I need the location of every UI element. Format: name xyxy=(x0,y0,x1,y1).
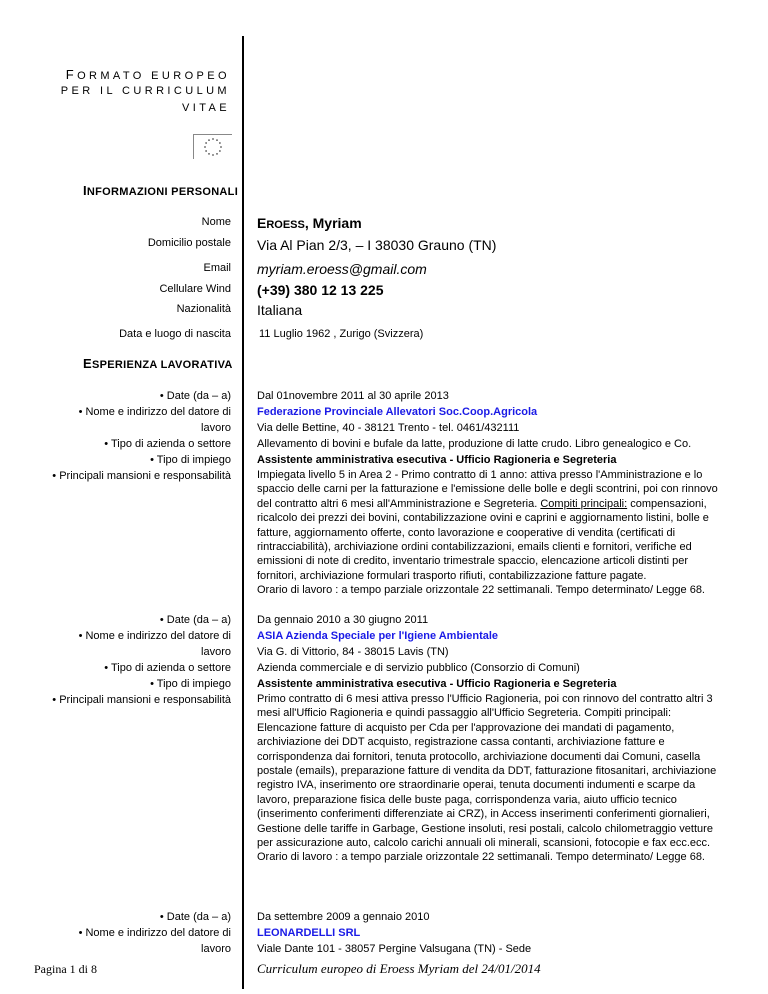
section-work-experience: ESPERIENZA LAVORATIVA xyxy=(83,356,233,371)
cellulare-label: Cellulare Wind xyxy=(159,283,231,295)
label-date: • Date (da – a) xyxy=(159,911,231,923)
label-duties: • Principali mansioni e responsabilità xyxy=(52,470,231,482)
label-employer: • Nome e indirizzo del datore di xyxy=(78,630,231,642)
job-1-labels xyxy=(31,388,231,484)
job-hours: Orario di lavoro : a tempo parziale orizzontale 22 settimanali. Tempo determinato/ Legge 68. xyxy=(257,851,705,864)
job-role: Assistente amministrativa esecutiva - Ufficio Ragioneria e Segreteria xyxy=(257,678,617,690)
domicilio-value: Via Al Pian 2/3, – I 38030 Grauno (TN) xyxy=(257,237,497,253)
job-date: Dal 01novembre 2011 al 30 aprile 2013 xyxy=(257,390,449,402)
cv-title-line-3: VITAE xyxy=(182,102,230,114)
vertical-divider xyxy=(242,36,244,989)
nascita-label: Data e luogo di nascita xyxy=(119,328,231,340)
label-employer-cont: lavoro xyxy=(201,422,231,434)
job-company: LEONARDELLI SRL xyxy=(257,927,361,939)
job-address: Via G. di Vittorio, 84 - 38015 Lavis (TN) xyxy=(257,646,449,658)
job-sector: Azienda commerciale e di servizio pubblico (Consorzio di Comuni) xyxy=(257,662,580,674)
email-label: Email xyxy=(203,262,231,274)
job-3-labels xyxy=(31,909,231,957)
label-employer-cont: lavoro xyxy=(201,646,231,658)
email-value: myriam.eroess@gmail.com xyxy=(257,261,427,277)
nome-label: Nome xyxy=(201,216,231,228)
label-date: • Date (da – a) xyxy=(159,614,231,626)
label-employer-cont: lavoro xyxy=(201,943,231,955)
job-2 xyxy=(257,612,719,865)
cv-title-line-2: PER IL CURRICULUM xyxy=(60,85,230,97)
job-2-labels xyxy=(31,612,231,708)
label-employer: • Nome e indirizzo del datore di xyxy=(78,406,231,418)
label-date: • Date (da – a) xyxy=(159,390,231,402)
label-sector: • Tipo di azienda o settore xyxy=(104,438,231,450)
label-job-type: • Tipo di impiego xyxy=(150,678,231,690)
job-description: Primo contratto di 6 mesi attiva presso l'Ufficio Ragioneria, poi con rinnovo del contratto altri 3 mesi all'Ufficio Ragioneria e quindi passaggio all'Ufficio Segreteria. Compiti principali: Elencazione fatture di acquisto per Cda per l'approvazione dei mandati di pagamento, archiviazione dei DDT acquisto, registrazione cassa contanti, archiviazione fatture e corrispondenza dai fornitori, tenuta protocollo, archiviazione documenti dai Comuni, casella postale (emails), preparazione fatture di vendita da DDT, fatturazione fitosanitari, archiviazione registro IVA, inserimento ore straordinarie operai, tenuta documenti indumenti e scarpe da lavoro, preparazione fisica delle buste paga, corrispondenza varia, aiuto ufficio tecnico (inserimento conferimenti differenziate ai CRZ), in Access inserimenti conferimenti giornalieri, Gestione delle tariffe in Garbage, Gestione insoluti, resi postali, calcolo chilometraggio vetture per assicurazione auto, calcolo carichi annuali oli minerali, scansioni, fotocopie e fax ecc.ecc. xyxy=(257,693,717,850)
job-address: Via delle Bettine, 40 - 38121 Trento - tel. 0461/432111 xyxy=(257,422,520,434)
job-company: Federazione Provinciale Allevatori Soc.Coop.Agricola xyxy=(257,406,538,418)
job-description: Impiegata livello 5 in Area 2 - Primo contratto di 1 anno: attiva presso l'Amministrazione e lo spaccio delle carni per la fatturazione e l'emissione delle bolle e degli scontrini, poi con rinnovo del contratto altri 6 mesi all'Amministrazione e Segreteria. Compiti principali: compensazioni, ricalcolo dei prezzi dei bovini, contabilizzazione ovini e caprini e aggiornamento listini, bolle e fatture, aggiornamento offerte, conto lavorazione e cooperative di vendita (certificati di rintracciabilità), archiviazione ordini contabilizzazioni, emails clienti e fornitori, verifiche ed emissioni di note di credito, inventario trimestrale spaccio, elencazione articoli distinti per fornitori, archiviazione formulari trasporto rifiuti, contabilizzazione fatture pagate. xyxy=(257,469,718,582)
job-company: ASIA Azienda Speciale per l'Igiene Ambientale xyxy=(257,630,499,642)
job-3 xyxy=(257,909,719,957)
job-address: Viale Dante 101 - 38057 Pergine Valsugana (TN) - Sede xyxy=(257,943,532,955)
eu-flag-icon xyxy=(193,134,232,159)
page-number: Pagina 1 di 8 xyxy=(34,962,97,976)
label-job-type: • Tipo di impiego xyxy=(150,454,231,466)
job-hours: Orario di lavoro : a tempo parziale orizzontale 22 settimanali. Tempo determinato/ Legge 68. xyxy=(257,584,705,597)
job-sector: Allevamento di bovini e bufale da latte, produzione di latte crudo. Libro genealogico e Co. xyxy=(257,438,692,450)
section-personal-info: INFORMAZIONI PERSONALI xyxy=(83,183,239,198)
cv-title-line-1: FORMATO EUROPEO xyxy=(65,67,230,82)
footer-caption: Curriculum europeo di Eroess Myriam del 24/01/2014 xyxy=(257,961,541,976)
domicilio-label: Domicilio postale xyxy=(147,237,231,249)
nome-value: EROESS, Myriam xyxy=(257,215,362,231)
job-role: Assistente amministrativa esecutiva - Ufficio Ragioneria e Segreteria xyxy=(257,454,617,466)
job-date: Da gennaio 2010 a 30 giugno 2011 xyxy=(257,614,429,626)
cellulare-value: (+39) 380 12 13 225 xyxy=(257,282,384,298)
job-1 xyxy=(257,388,719,598)
nazionalita-label: Nazionalità xyxy=(176,303,231,315)
job-date: Da settembre 2009 a gennaio 2010 xyxy=(257,911,430,923)
nazionalita-value: Italiana xyxy=(257,302,303,318)
label-duties: • Principali mansioni e responsabilità xyxy=(52,694,231,706)
nascita-value: 11 Luglio 1962 , Zurigo (Svizzera) xyxy=(259,328,424,340)
label-sector: • Tipo di azienda o settore xyxy=(104,662,231,674)
label-employer: • Nome e indirizzo del datore di xyxy=(78,927,231,939)
